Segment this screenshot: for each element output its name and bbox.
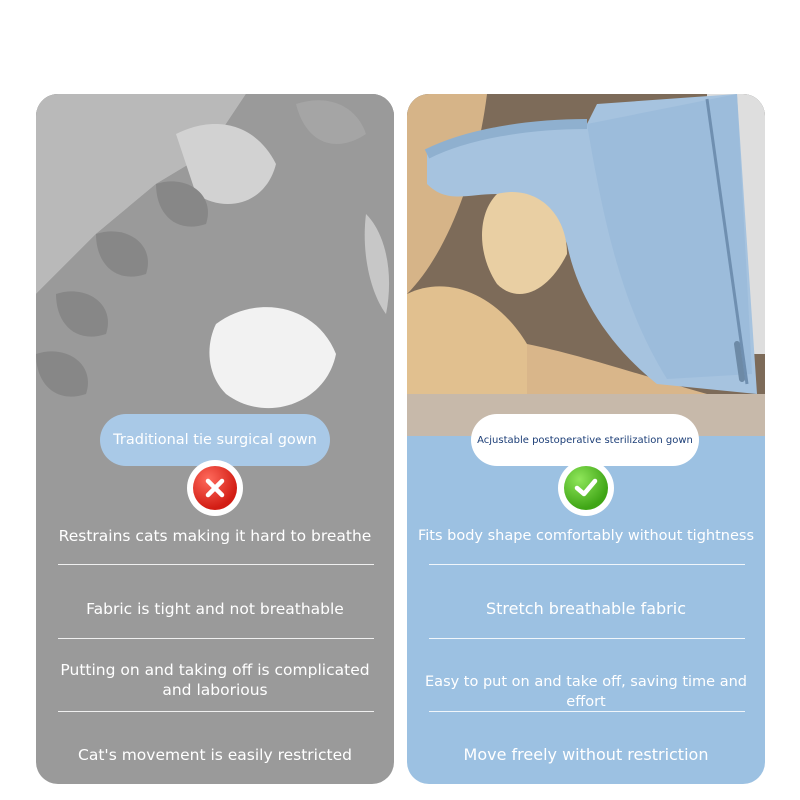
left-feature-4: Cat's movement is easily restricted (78, 746, 352, 764)
divider (429, 564, 745, 565)
cross-icon (193, 466, 237, 510)
adjustable-gown-photo (407, 94, 765, 436)
check-icon (564, 466, 608, 510)
divider (429, 638, 745, 639)
divider (429, 711, 745, 712)
divider (58, 564, 374, 565)
right-feature-3: Easy to put on and take off, saving time and effort (425, 674, 747, 710)
left-feature-1: Restrains cats making it hard to breathe (58, 527, 372, 545)
adjustable-gown-card (407, 94, 765, 784)
right-feature-1: Fits body shape comfortably without tightness (417, 528, 755, 544)
divider (58, 711, 374, 712)
traditional-gown-title: Traditional tie surgical gown (113, 432, 317, 448)
adjustable-gown-title-pill (471, 414, 699, 466)
adjustable-gown-title: Acjustable postoperative sterilization gown (477, 434, 693, 446)
left-feature-3: Putting on and taking off is complicated and laborious (60, 661, 370, 699)
right-feature-4: Move freely without restriction (463, 745, 709, 764)
traditional-gown-card (36, 94, 394, 784)
left-feature-2: Fabric is tight and not breathable (86, 600, 344, 618)
traditional-gown-title-pill (100, 414, 330, 466)
cross-badge (187, 460, 243, 516)
right-feature-2: Stretch breathable fabric (486, 599, 686, 618)
tie-gown-photo (36, 94, 394, 436)
check-badge (558, 460, 614, 516)
divider (58, 638, 374, 639)
